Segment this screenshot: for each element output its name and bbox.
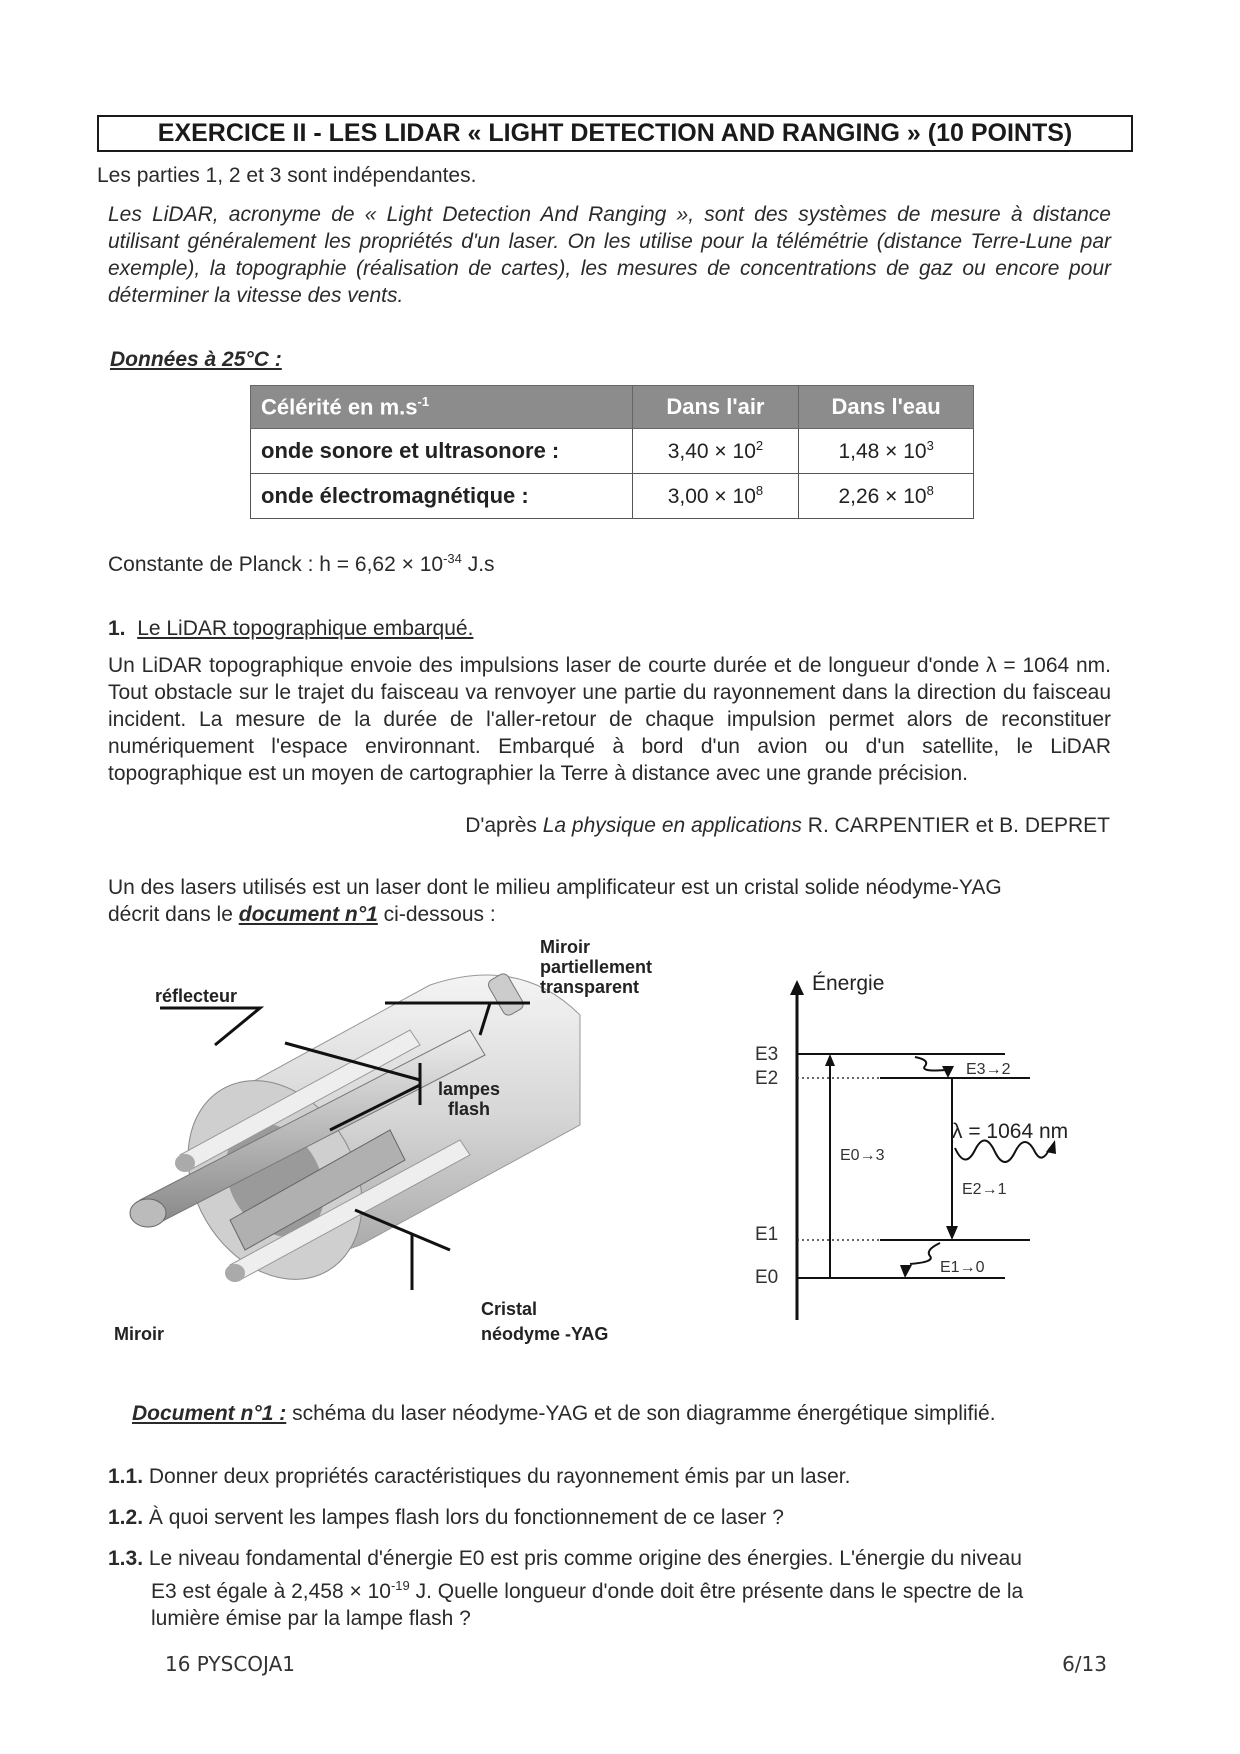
label-reflector: réflecteur [155,986,238,1006]
axis-label: Énergie [812,972,885,995]
exercise-title: EXERCICE II - LES LIDAR « LIGHT DETECTION AND RANGING » (10 POINTS) [97,115,1133,152]
cell-em-water: $2,26 \times 10^8$ [799,474,974,519]
photon-wave-icon [955,1140,1050,1162]
label-partial-mirror-3: transparent [540,977,640,997]
label-lamps-1: lampes [438,1079,501,1099]
transition-21-label: E2→1 [962,1181,1007,1198]
axis-arrow-icon [790,980,804,995]
cell-sound-air: $3,40 \times 10^2$ [632,429,799,474]
source-citation: D'après La physique en applications R. CARPENTIER et B. DEPRET [465,814,1110,837]
table-row [251,474,974,519]
level-e1-label: E1 [755,1224,779,1245]
arrow-up-icon [825,1054,835,1066]
cell-sound-water: $1,48 \times 10^3$ [799,429,974,474]
label-crystal-1: Cristal [481,1299,538,1319]
arrow-down-icon [900,1265,912,1278]
transition-10-label: E1→0 [940,1259,985,1276]
independence-note: Les parties 1, 2 et 3 sont indépendantes. [97,164,477,187]
transition-32-label: E3→2 [966,1061,1011,1078]
table-header-water: Dans l'eau [799,386,974,429]
laser-intro: Un des lasers utilisés est un laser dont le milieu amplificateur est un cristal solide néodyme-YAG décrit dans le document n°1 ci-dessous : [108,876,1002,926]
footer-page: 6/13 [1062,1652,1107,1676]
speed-table [250,385,974,519]
table-header-air: Dans l'air [632,386,799,429]
arrow-down-icon [946,1226,958,1240]
transition-10-arrow [910,1243,940,1264]
energy-diagram [740,960,1120,1330]
footer-code: 16 PYSCOJA1 [165,1652,295,1676]
data-heading: Données à 25°C : [110,348,282,371]
section-1-paragraph: Un LiDAR topographique envoie des impulsions laser de courte durée et de longueur d'onde λ = 1064 nm. Tout obstacle sur le trajet du faisceau va renvoyer une partie du rayonnement dans la direction du faisceau incident. La mesure de la durée de l'aller-retour de chaque impulsion permet alors de reconstituer numériquement l'espace environnant. Embarqué à bord d'un avion ou d'un satellite, le LiDAR topographique est un moyen de cartographier la Terre à distance avec une grande précision. [108,654,1111,785]
wavelength-label: λ = 1064 nm [952,1120,1069,1143]
level-e2-label: E2 [755,1068,779,1089]
label-partial-mirror-1: Miroir [540,937,591,957]
arrow-down-icon [942,1066,954,1078]
level-e3-label: E3 [755,1044,779,1065]
intro-paragraph: Les LiDAR, acronyme de « Light Detection And Ranging », sont des systèmes de mesure à distance utilisant généralement les propriétés d'un laser. On les utilise pour la télémétrie (distance Terre-Lune par exemple), la topographie (réalisation de cartes), les mesures de concentrations de gaz ou encore pour déterminer la vitesse des vents. [108,203,1111,307]
row-label-sound: onde sonore et ultrasonore : [251,429,633,474]
cell-em-air: $3,00 \times 10^8$ [632,474,799,519]
level-e0-label: E0 [755,1267,779,1288]
table-row [251,429,974,474]
section-1-heading: 1. Le LiDAR topographique embarqué. [108,617,474,640]
laser-cavity-illustration [130,972,580,1311]
laser-schematic [100,935,680,1355]
row-label-em: onde électromagnétique : [251,474,633,519]
question-1-3: 1.3. Le niveau fondamental d'énergie E0 est pris comme origine des énergies. L'énergie du niveau E3 est égale à $2,458 \times 10^{-19}$ J. Quelle longueur d'onde doit être présente dans le spectre de la lumière émise par la lampe flash ? [108,1547,1024,1630]
transition-03-label: E0→3 [840,1147,885,1164]
label-mirror: Miroir [114,1324,165,1344]
planck-constant: Constante de Planck : $h = 6,62 \times 10^{-34}$ J.s [108,551,495,576]
question-1-1: 1.1. Donner deux propriétés caractéristiques du rayonnement émis par un laser. [108,1465,851,1488]
table-header-speed: Célérité en $m.s^{-1}$ [251,386,633,429]
label-lamps-2: flash [448,1099,491,1119]
question-1-2: 1.2. À quoi servent les lampes flash lors du fonctionnement de ce laser ? [108,1506,784,1529]
transition-32-arrow [915,1057,945,1071]
document-caption: Document n°1 : schéma du laser néodyme-YAG et de son diagramme énergétique simplifié. [132,1402,996,1425]
label-crystal-2: néodyme -YAG [481,1324,609,1344]
label-partial-mirror-2: partiellement [540,957,653,977]
